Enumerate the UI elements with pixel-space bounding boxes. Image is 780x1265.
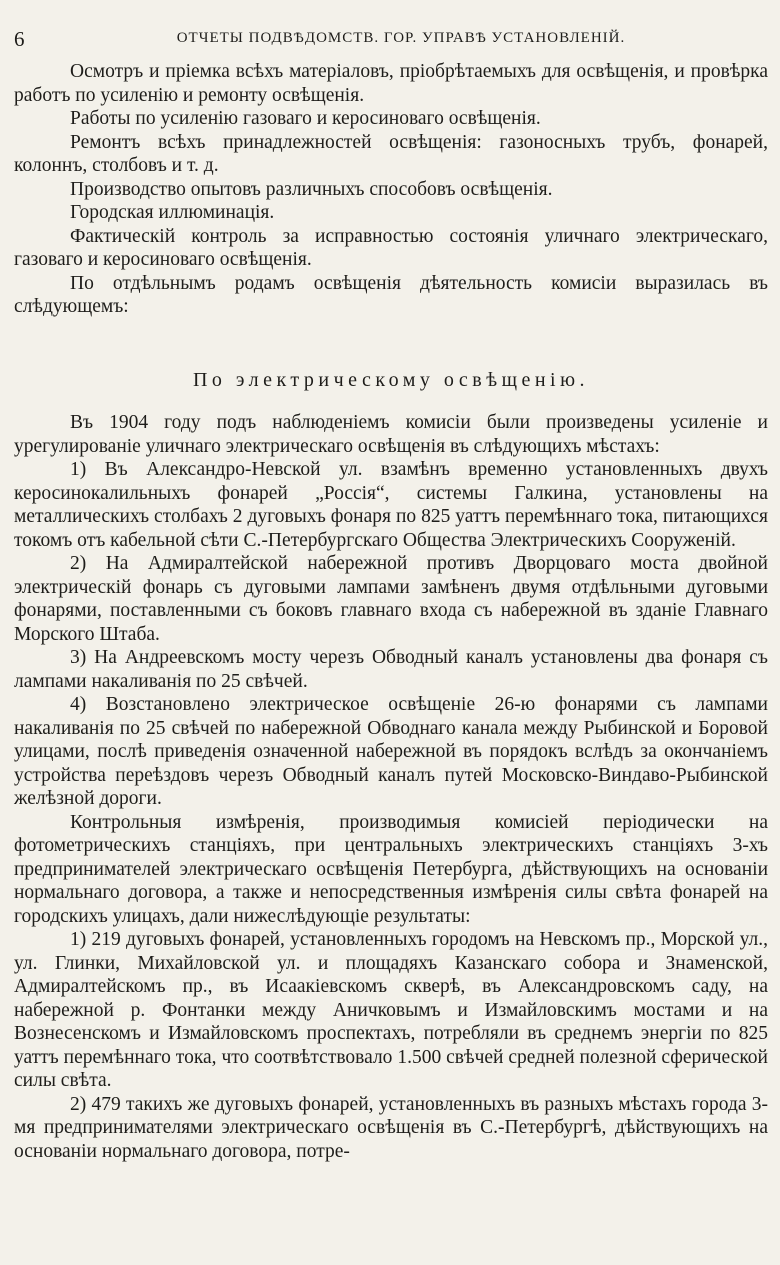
numbered-item: 3) На Андреевскомъ мосту черезъ Обводный каналъ установлены два фонаря съ лампами накаливанія по 25 свѣчей. [14, 647, 768, 692]
paragraph: Производство опытовъ различныхъ способовъ освѣщенія. [70, 178, 553, 200]
numbered-item: 2) 479 такихъ же дуговыхъ фонарей, установленныхъ въ разныхъ мѣстахъ города 3-мя предпринимателями электрическаго освѣщенія въ С.-Петербургѣ, дѣйствующихъ на основаніи нормальнаго договора, потре- [14, 1093, 768, 1162]
paragraph: Работы по усиленію газоваго и керосиноваго освѣщенія. [70, 108, 541, 129]
page-number: 6 [14, 27, 25, 51]
section-heading: По электрическому освѣщенію. [192, 368, 590, 391]
paragraph: По отдѣльнымъ родамъ освѣщенія дѣятельность комисіи выразилась въ слѣдующемъ: [14, 272, 768, 317]
paragraph: Въ 1904 году подъ наблюденіемъ комисіи были произведены усиленіе и урегулированіе уличнаго электрическаго освѣщенія въ слѣдующихъ мѣстахъ: [14, 412, 768, 457]
paragraph: Ремонтъ всѣхъ принадлежностей освѣщенія: газоносныхъ трубъ, фонарей, колоннъ, столбовъ и т. д. [14, 131, 768, 176]
numbered-item: 1) 219 дуговыхъ фонарей, установленныхъ городомъ на Невскомъ пр., Морской ул., ул. Глинки, Михайловской ул. и площадяхъ Казанскаго собора и Знаменской, Адмиралтейскомъ пр., въ Исаакіевскомъ скверѣ, въ Александровскомъ саду, на набережной р. Фонтанки между Аничковымъ и Измайловскимъ мостами и на Вознесенскомъ и Измайловскомъ проспектахъ, потребляли въ среднемъ энергіи по 825 уаттъ перемѣннаго тока, что соотвѣтствовало 1.500 свѣчей средней полезной сферической силы свѣта. [14, 929, 768, 1091]
paragraph: Фактическій контроль за исправностью состоянія уличнаго электрическаго, газоваго и керосиноваго освѣщенія. [14, 225, 768, 270]
numbered-item: 4) Возстановлено электрическое освѣщеніе 26-ю фонарями съ лампами накаливанія по 25 свѣчей по набережной Обводнаго канала между Рыбинской и Боровой улицами, послѣ приведенія означенной набережной въ порядокъ вслѣдъ за окончаніемъ устройства переѣздовъ черезъ Обводный каналъ путей Московско-Виндаво-Рыбинской желѣзной дороги. [14, 694, 768, 809]
paragraph: Контрольныя измѣренія, производимыя комисіей періодически на фотометрическихъ станціяхъ, при центральныхъ электрическихъ станціяхъ 3-хъ предпринимателей электрическаго освѣщенія Петербурга, дѣйствующихъ на основаніи нормальнаго договора, а также и непосредственныя измѣренія силы свѣта фонарей на городскихъ улицахъ, дали нижеслѣдующіе результаты: [14, 811, 768, 927]
page-header [14, 27, 768, 60]
numbered-item: 1) Въ Александро-Невской ул. взамѣнъ временно установленныхъ двухъ керосинокалильныхъ фонарей „Россія“, системы Галкина, установлены на металлическихъ столбахъ 2 дуговыхъ фонаря по 825 уаттъ перемѣннаго тока, питающихся токомъ отъ кабельной сѣти С.-Петербургскаго Общества Электрическихъ Сооруженій. [14, 459, 768, 551]
main-text [14, 60, 768, 1163]
paragraph: Осмотръ и пріемка всѣхъ матеріаловъ, пріобрѣтаемыхъ для освѣщенія, и провѣрка работъ по усиленію и ремонту освѣщенія. [14, 61, 768, 106]
running-head: ОТЧЕТЫ ПОДВѢДОМСТВ. ГОР. УПРАВѢ УСТАНОВЛЕНІЙ. [176, 30, 626, 46]
numbered-item: 2) На Адмиралтейской набережной противъ Дворцоваго моста двойной электрическій фонарь съ дуговыми лампами замѣненъ двумя отдѣльными дуговыми фонарями, поставленными съ боковъ главнаго входа съ набережной въ зданіе Главнаго Морского Штаба. [14, 553, 768, 645]
paragraph: Городская иллюминація. [70, 202, 275, 223]
